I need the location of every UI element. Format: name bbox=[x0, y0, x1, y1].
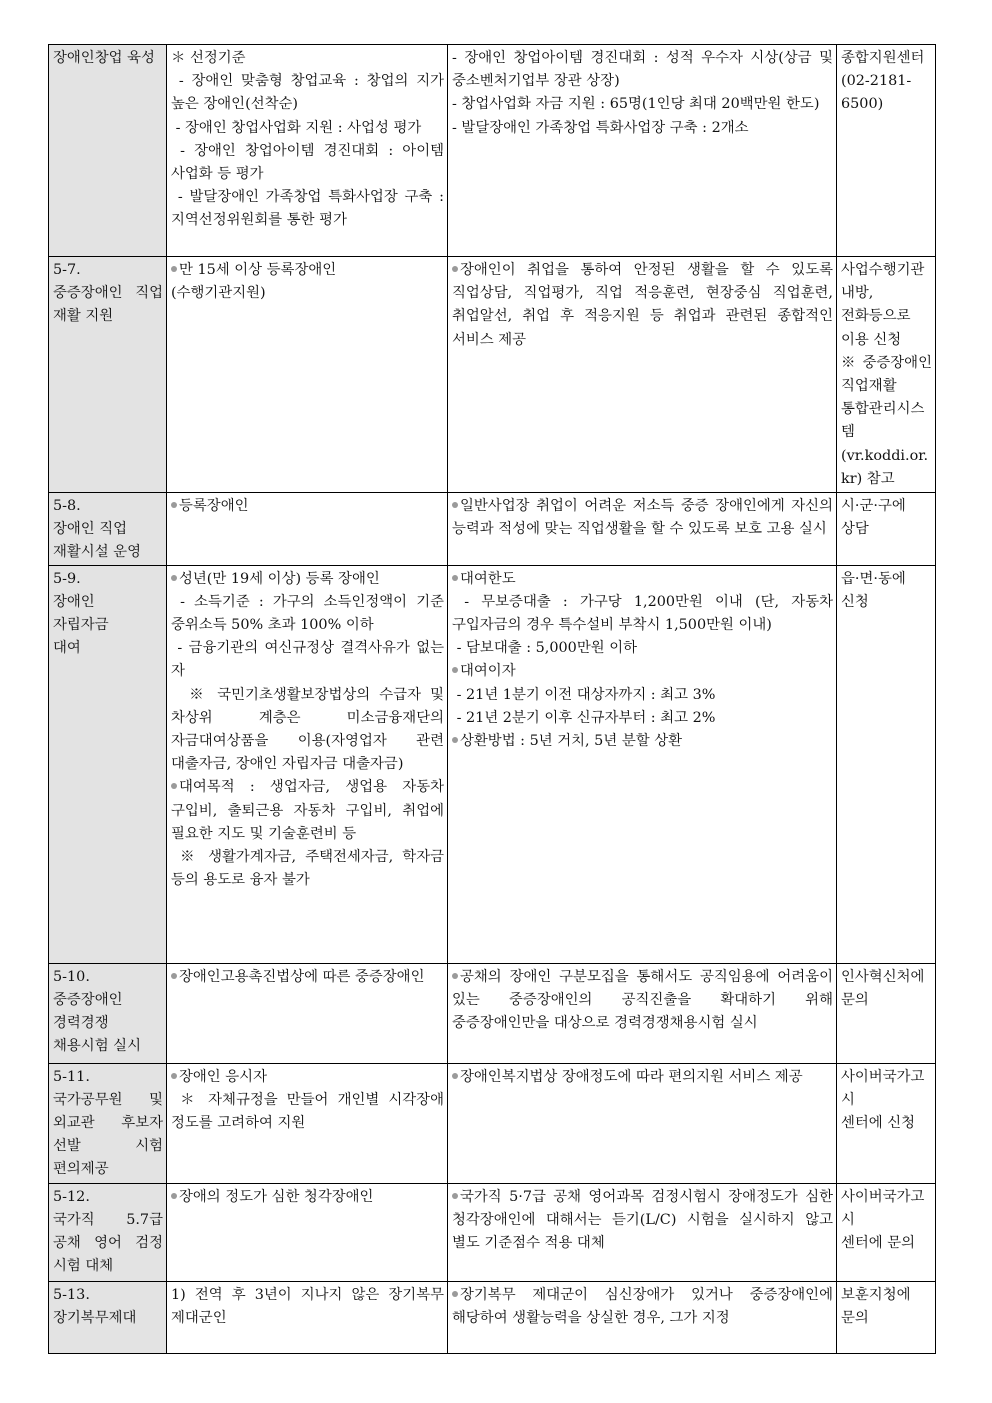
cell-line bbox=[171, 117, 444, 140]
table-row bbox=[49, 257, 936, 493]
contact-cell bbox=[837, 1281, 936, 1353]
cell-text: - 장애인 맞춤형 창업교육 : 창업의 지가 높은 장애인(선착순) bbox=[171, 73, 449, 113]
cell-text: 장애인창업 육성 bbox=[53, 50, 155, 66]
bullet-icon bbox=[452, 1073, 458, 1079]
cell-line bbox=[841, 1112, 932, 1135]
cell-line bbox=[841, 47, 932, 70]
cell-line bbox=[53, 1284, 163, 1307]
cell-text: 센터에 신청 bbox=[841, 1115, 916, 1132]
cell-line bbox=[53, 1066, 163, 1089]
cell-line bbox=[452, 47, 838, 93]
bullet-icon bbox=[452, 266, 458, 272]
bullet-icon bbox=[171, 575, 177, 581]
cell-line bbox=[452, 117, 833, 140]
cell-text: 5-8. bbox=[53, 498, 81, 514]
cell-line bbox=[171, 846, 449, 892]
cell-line bbox=[452, 707, 833, 730]
cell-text: 장애의 정도가 심한 청각장애인 bbox=[179, 1188, 374, 1205]
cell-text: 5-9. bbox=[53, 570, 81, 587]
table-row bbox=[49, 1281, 936, 1353]
contact-cell bbox=[837, 1183, 936, 1281]
category-cell bbox=[49, 45, 167, 257]
table-body bbox=[49, 45, 936, 1354]
cell-line bbox=[171, 966, 444, 989]
contact-cell bbox=[837, 1063, 936, 1183]
cell-text: - 장애인 창업아이템 경진대회 : 아이템 사업화 등 평가 bbox=[171, 142, 449, 183]
content-cell bbox=[448, 257, 837, 493]
target-cell bbox=[167, 45, 448, 257]
table-row bbox=[49, 1183, 936, 1281]
cell-text: 5-7. bbox=[53, 262, 81, 278]
bullet-icon bbox=[171, 973, 177, 979]
contact-cell bbox=[837, 565, 936, 963]
cell-line bbox=[53, 259, 163, 282]
cell-line bbox=[171, 140, 449, 186]
cell-text: 장애인 bbox=[53, 593, 95, 610]
cell-text: 사업수행기관 내방, 전화등으로 이용 신청 bbox=[841, 262, 929, 348]
cell-line bbox=[452, 591, 838, 637]
cell-line bbox=[53, 1089, 168, 1182]
bullet-icon bbox=[452, 737, 458, 743]
cell-text: 센터에 문의 bbox=[841, 1235, 916, 1252]
cell-line bbox=[171, 1186, 444, 1209]
category-cell bbox=[49, 1281, 167, 1353]
content-cell bbox=[448, 45, 837, 257]
cell-text: 보훈지청에 문의 bbox=[841, 1286, 916, 1326]
cell-line bbox=[841, 1186, 932, 1232]
cell-text: 5-13. bbox=[53, 1286, 90, 1303]
cell-text: 장애인 응시자 bbox=[179, 1068, 267, 1085]
content-cell bbox=[448, 1183, 837, 1281]
cell-line bbox=[171, 47, 444, 70]
cell-line bbox=[452, 259, 838, 352]
cell-line bbox=[171, 684, 449, 777]
welfare-services-table bbox=[48, 44, 936, 1354]
cell-line bbox=[841, 568, 932, 614]
cell-line bbox=[841, 259, 932, 352]
cell-text: 장애인복지법상 장애정도에 따라 편의지원 서비스 제공 bbox=[460, 1068, 803, 1085]
target-cell bbox=[167, 493, 448, 566]
cell-line bbox=[841, 352, 937, 491]
cell-text: 국가공무원 및 외교관 후보자 선발 시험 편의제공 bbox=[53, 1091, 168, 1178]
bullet-icon bbox=[452, 973, 458, 979]
cell-line bbox=[171, 259, 444, 282]
bullet-icon bbox=[452, 1291, 458, 1297]
cell-text: 자립자금 bbox=[53, 617, 109, 634]
cell-text: 5-10. bbox=[53, 968, 90, 985]
cell-text: 일반사업장 취업이 어려운 저소득 중증 장애인에게 자신의 능력과 적성에 맞는 직업생활을 할 수 있도록 보호 고용 실시 bbox=[452, 498, 838, 538]
bullet-icon bbox=[452, 1193, 458, 1199]
target-cell bbox=[167, 565, 448, 963]
cell-text: - 금융기관의 여신규정상 결격사유가 없는 자 bbox=[171, 640, 449, 680]
cell-line bbox=[53, 47, 163, 70]
cell-line bbox=[171, 1066, 444, 1089]
cell-text: - 담보대출 : 5,000만원 이하 bbox=[452, 640, 637, 657]
target-cell bbox=[167, 1183, 448, 1281]
cell-text: 중증장애인 직업 재활 지원 bbox=[53, 285, 168, 325]
cell-line bbox=[171, 70, 449, 116]
cell-text: 대여이자 bbox=[460, 663, 516, 680]
cell-text: - 장애인 창업아이템 경진대회 : 성적 우수자 시상(상금 및 중소벤처기업부 장관 상장) bbox=[452, 50, 838, 90]
cell-text: 장애인이 취업을 통하여 안정된 생활을 할 수 있도록 직업상담, 직업평가, 직업 적응훈련, 현장중심 직업훈련, 취업알선, 취업 후 적응지원 등 취업과 관련된 종합적인 서비스 제공 bbox=[452, 262, 838, 348]
cell-line bbox=[53, 989, 163, 1059]
cell-text: 등록장애인 bbox=[179, 498, 249, 514]
cell-text: 공채의 장애인 구분모집을 통해서도 공직임용에 어려움이 있는 중증장애인의 공직진출을 확대하기 위해 중증장애인만을 대상으로 경력경쟁채용시험 실시 bbox=[452, 968, 838, 1032]
cell-text: 사이버국가고시 bbox=[841, 1068, 925, 1108]
cell-line bbox=[452, 495, 838, 541]
contact-cell bbox=[837, 963, 936, 1063]
cell-line bbox=[841, 70, 932, 116]
cell-text: 만 15세 이상 등록장애인 bbox=[179, 262, 337, 278]
cell-text: - 장애인 창업사업화 지원 : 사업성 평가 bbox=[171, 119, 422, 136]
cell-line bbox=[452, 1186, 838, 1256]
cell-line bbox=[171, 186, 449, 232]
cell-line bbox=[171, 282, 444, 305]
cell-line bbox=[53, 1209, 168, 1279]
cell-text: - 발달장애인 가족창업 특화사업장 구축 : 2개소 bbox=[452, 119, 749, 136]
cell-line bbox=[53, 282, 168, 328]
bullet-icon bbox=[452, 502, 458, 508]
cell-line bbox=[171, 591, 449, 637]
cell-line bbox=[452, 568, 833, 591]
table-row bbox=[49, 963, 936, 1063]
cell-line bbox=[452, 660, 833, 683]
content-cell bbox=[448, 565, 837, 963]
cell-text: (02-2181-6500) bbox=[841, 73, 912, 113]
cell-text: 인사혁신처에 문의 bbox=[841, 968, 929, 1008]
table-row bbox=[49, 493, 936, 566]
table-row bbox=[49, 565, 936, 963]
cell-text: 1) 전역 후 3년이 지나지 않은 장기복무 제대군인 bbox=[171, 1286, 449, 1326]
bullet-icon bbox=[171, 783, 177, 789]
bullet-icon bbox=[171, 502, 177, 508]
cell-text: 성년(만 19세 이상) 등록 장애인 bbox=[179, 570, 380, 587]
contact-cell bbox=[837, 257, 936, 493]
cell-line bbox=[452, 93, 833, 116]
cell-line bbox=[171, 776, 449, 846]
bullet-icon bbox=[452, 575, 458, 581]
cell-text: (수행기관지원) bbox=[171, 285, 266, 302]
bullet-icon bbox=[452, 667, 458, 673]
cell-line bbox=[452, 637, 833, 660]
cell-text: 장기복무제대 bbox=[53, 1309, 137, 1326]
target-cell bbox=[167, 963, 448, 1063]
cell-text: 대여한도 bbox=[460, 570, 516, 587]
cell-line bbox=[841, 1284, 932, 1330]
content-cell bbox=[448, 1063, 837, 1183]
cell-text: 장애인 직업 bbox=[53, 521, 128, 538]
table-row bbox=[49, 1063, 936, 1183]
cell-line bbox=[53, 568, 163, 591]
cell-line bbox=[53, 518, 163, 541]
target-cell bbox=[167, 1281, 448, 1353]
cell-line bbox=[171, 637, 449, 683]
cell-line bbox=[452, 1284, 838, 1330]
cell-text: 종합지원센터 bbox=[841, 50, 925, 66]
cell-text: 읍·면·동에 신청 bbox=[841, 570, 911, 610]
cell-text: 5-11. bbox=[53, 1068, 90, 1085]
cell-line bbox=[841, 1066, 932, 1112]
cell-line bbox=[171, 568, 444, 591]
bullet-icon bbox=[171, 1193, 177, 1199]
target-cell bbox=[167, 257, 448, 493]
cell-line bbox=[171, 1284, 449, 1330]
category-cell bbox=[49, 565, 167, 963]
category-cell bbox=[49, 493, 167, 566]
cell-line bbox=[452, 684, 833, 707]
cell-text: ※ 중증장애인 직업재활 통합관리시스템 (vr.koddi.or.kr) 참고 bbox=[841, 354, 937, 487]
cell-text: ※ 국민기초생활보장법상의 수급자 및 차상위 계층은 미소금융재단의 자금대여상품을 이용(자영업자 관련 대출자금, 장애인 자립자금 대출자금) bbox=[171, 686, 449, 773]
cell-text: 장애인고용촉진법상에 따른 중증장애인 bbox=[179, 968, 425, 985]
cell-line bbox=[452, 1066, 833, 1089]
cell-text: ※ 생활가계자금, 주택전세자금, 학자금 등의 용도로 융자 불가 bbox=[171, 849, 449, 889]
cell-line bbox=[841, 966, 932, 1012]
cell-line bbox=[171, 495, 444, 518]
category-cell bbox=[49, 963, 167, 1063]
content-cell bbox=[448, 963, 837, 1063]
cell-line bbox=[53, 541, 163, 564]
cell-line bbox=[53, 1307, 163, 1330]
category-cell bbox=[49, 1183, 167, 1281]
cell-line bbox=[53, 637, 163, 660]
cell-line bbox=[171, 1089, 449, 1135]
cell-text: 국가직 5.7급 공채 영어 검정 시험 대체 bbox=[53, 1211, 168, 1275]
content-cell bbox=[448, 1281, 837, 1353]
target-cell bbox=[167, 1063, 448, 1183]
cell-line bbox=[53, 614, 163, 637]
cell-text: 국가직 5·7급 공채 영어과목 검정시험시 장애정도가 심한 청각장애인에 대해서는 듣기(L/C) 시험을 실시하지 않고 별도 기준점수 적용 대체 bbox=[452, 1188, 838, 1252]
category-cell bbox=[49, 1063, 167, 1183]
cell-line bbox=[841, 1232, 932, 1255]
content-cell bbox=[448, 493, 837, 566]
cell-text: - 발달장애인 가족창업 특화사업장 구축 : 지역선정위원회를 통한 평가 bbox=[171, 189, 449, 229]
cell-text: 상환방법 : 5년 거치, 5년 분할 상환 bbox=[460, 733, 682, 750]
cell-text: 재활시설 운영 bbox=[53, 544, 141, 561]
table-row bbox=[49, 45, 936, 257]
cell-line bbox=[53, 495, 163, 518]
cell-line bbox=[53, 1186, 163, 1209]
cell-text: - 소득기준 : 가구의 소득인정액이 기준 중위소득 50% 초과 100% 이하 bbox=[171, 593, 449, 634]
cell-line bbox=[841, 495, 932, 541]
contact-cell bbox=[837, 45, 936, 257]
cell-text: 대여 bbox=[53, 640, 81, 657]
cell-text: 장기복무 제대군이 심신장애가 있거나 중증장애인에 해당하여 생활능력을 상실한 경우, 그가 지정 bbox=[452, 1286, 838, 1326]
cell-text: - 무보증대출 : 가구당 1,200만원 이내 (단, 자동차 구입자금의 경우 특수설비 부착시 1,500만원 이내) bbox=[452, 593, 838, 634]
cell-line bbox=[53, 591, 163, 614]
cell-line bbox=[452, 966, 838, 1036]
cell-text: - 창업사업화 자금 지원 : 65명(1인당 최대 20백만원 한도) bbox=[452, 96, 820, 113]
cell-text: 사이버국가고시 bbox=[841, 1188, 925, 1228]
cell-text: ＊ 자체규정을 만들어 개인별 시각장애 정도를 고려하여 지원 bbox=[171, 1091, 449, 1132]
cell-text: 대여목적 : 생업자금, 생업용 자동차 구입비, 출퇴근용 자동차 구입비, 취업에 필요한 지도 및 기술훈련비 등 bbox=[171, 779, 449, 842]
cell-text: ＊ 선정기준 bbox=[171, 50, 246, 66]
cell-line bbox=[53, 966, 163, 989]
contact-cell bbox=[837, 493, 936, 566]
bullet-icon bbox=[171, 1073, 177, 1079]
cell-text: 시·군·구에 상담 bbox=[841, 498, 911, 538]
cell-line bbox=[452, 730, 833, 753]
category-cell bbox=[49, 257, 167, 493]
bullet-icon bbox=[171, 266, 177, 272]
cell-text: 중증장애인 경력경쟁 채용시험 실시 bbox=[53, 991, 141, 1055]
cell-text: 5-12. bbox=[53, 1188, 90, 1205]
document-page bbox=[48, 44, 935, 1354]
cell-text: - 21년 1분기 이전 대상자까지 : 최고 3% bbox=[452, 686, 716, 703]
cell-text: - 21년 2분기 이후 신규자부터 : 최고 2% bbox=[452, 709, 716, 726]
